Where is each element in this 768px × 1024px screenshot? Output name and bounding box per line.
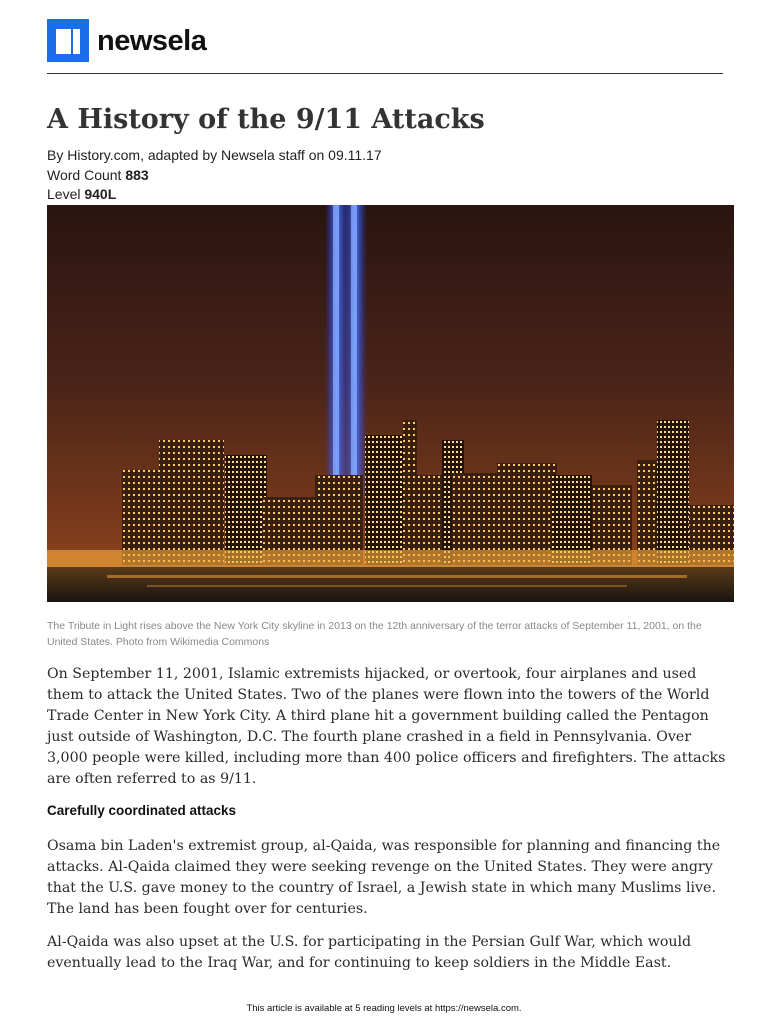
brand-name: newsela: [97, 25, 207, 57]
article-title: A History of the 9/11 Attacks: [47, 104, 485, 135]
tribute-in-light-photo: [47, 205, 734, 602]
article-body-intro: [47, 664, 731, 790]
paragraph: Al-Qaida was also upset at the U.S. for participating in the Persian Gulf War, which would eventually lead to the Iraq War, and for continuing to keep soldiers in the Middle East.: [47, 934, 692, 971]
reading-level: [47, 185, 382, 205]
level-value: 940L: [84, 186, 117, 202]
photo-caption: The Tribute in Light rises above the New York City skyline in 2013 on the 12th anniversary of the terror attacks of September 11, 2001, on the United States. Photo from Wikimedia Commons: [47, 620, 702, 648]
article-body-section: [47, 932, 731, 974]
paragraph: Osama bin Laden's extremist group, al-Qaida, was responsible for planning and financing the attacks. Al-Qaida claimed they were seeking revenge on the United States. They were angry that the U.S. gave money to the country of Israel, a Jewish state in which many Muslims live. The land has been fought over for centuries.: [47, 838, 721, 917]
newsela-logo-icon: [47, 19, 89, 62]
page-header: [47, 19, 723, 75]
word-count: [47, 166, 382, 186]
paragraph: On September 11, 2001, Islamic extremists hijacked, or overtook, four airplanes and used them to attack the United States. Two of the planes were flown into the towers of the World Trade Center in New York City. A third plane hit a government building called the Pentagon just outside of Washington, D.C. The fourth plane crashed in a field in Pennsylvania. Over 3,000 people were killed, including more than 400 police officers and firefighters. The attacks are often referred to as 9/11.: [47, 666, 726, 787]
header-divider: [47, 73, 723, 74]
section-heading: Carefully coordinated attacks: [47, 803, 237, 818]
byline: By History.com, adapted by Newsela staff on 09.11.17: [47, 147, 382, 163]
level-label: Level: [47, 186, 81, 202]
page-footer: This article is available at 5 reading levels at https://newsela.com.: [246, 1003, 522, 1014]
article-body-section: [47, 836, 731, 920]
article-meta: [47, 146, 382, 205]
word-count-value: 883: [125, 166, 149, 183]
word-count-label: Word Count: [47, 166, 122, 183]
